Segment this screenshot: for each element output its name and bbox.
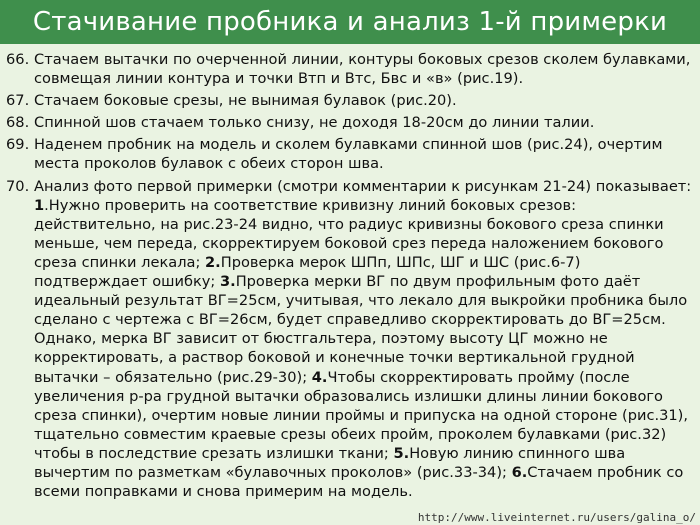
step-number: 3. (219, 273, 236, 291)
item-number: 68. (6, 114, 30, 132)
step-number: 2. (205, 253, 221, 271)
title-bar (0, 0, 700, 44)
list-item (6, 113, 696, 132)
item-number: 70. (6, 177, 30, 195)
page-title: Стачивание пробника и анализ 1-й примерки (32, 7, 668, 37)
list-item-analysis (6, 177, 696, 502)
item-text (34, 177, 696, 502)
step-text: Стачаем пробник со всеми поправками и снова примерим на модель. (34, 463, 684, 501)
instruction-list (6, 50, 696, 501)
item-text: Наденем пробник на модель и сколем булавками спинной шов (рис.24), очертим места проколов булавок с обеих сторон шва. (34, 136, 663, 173)
item-number: 69. (6, 136, 30, 154)
step-number: 4. (311, 368, 328, 386)
item-text: Стачаем боковые срезы, не вынимая булавок (рис.20). (34, 92, 457, 110)
item-number: 66. (6, 51, 30, 68)
list-item (6, 50, 696, 88)
step-text: Чтобы скорректировать пройму (после увеличения р-ра грудной вытачки образовались излишки длины линии бокового среза спинки), очертим новые линии проймы и припуска на одной стороне (рис.31), тщательно совместим краевые срезы обеих пройм, проколем булавками (рис.32) чтобы в последствие срезать излишки ткани; (34, 368, 689, 462)
list-item (6, 135, 696, 173)
step-text: Проверка мерки ВГ по двум профильным фото даёт идеальный результат ВГ=25см, учитывая, что лекало для выкройки пробника было сделано с чертежа с ВГ=26см, будет справедливо скорректировать до ВГ=25см. Однако, мерка ВГ зависит от бюстгальтера, поэтому высоту ЦГ можно не корректировать, а раствор боковой и конечные точки вертикальной грудной вытачки – обязательно (рис.29-30); (34, 273, 688, 386)
step-text: .Нужно проверить на соответствие кривизну линий боковых срезов: действительно, на рис.23-24 видно, что радиус кривизны бокового среза спинки меньше, чем переда, скорректируем боковой срез переда наложением бокового среза спинки лекала; (34, 196, 664, 271)
step-number: 6. (511, 463, 528, 481)
step-number: 1 (34, 196, 45, 214)
step-number: 5. (393, 444, 410, 462)
analysis-intro: Анализ фото первой примерки (смотри комментарии к рисункам 21-24) показывает: (34, 177, 692, 195)
item-number: 67. (6, 92, 30, 110)
item-text: Спинной шов стачаем только снизу, не доходя 18-20см до линии талии. (34, 114, 595, 132)
step-text: Новую линию спинного шва вычертим по разметкам «булавочных проколов» (рис.33-34); (34, 444, 626, 481)
step-text: Проверка мерок ШПп, ШПс, ШГ и ШС (рис.6-7) подтверждает ошибку; (34, 253, 581, 291)
item-text: Стачаем вытачки по очерченной линии, контуры боковых срезов сколем булавками, совмещая линии контура и точки Втп и Втс, Бвс и «в» (рис.19). (34, 51, 691, 88)
list-item (6, 91, 696, 110)
watermark-url: http://www.liveinternet.ru/users/galina_o/ (417, 511, 696, 524)
